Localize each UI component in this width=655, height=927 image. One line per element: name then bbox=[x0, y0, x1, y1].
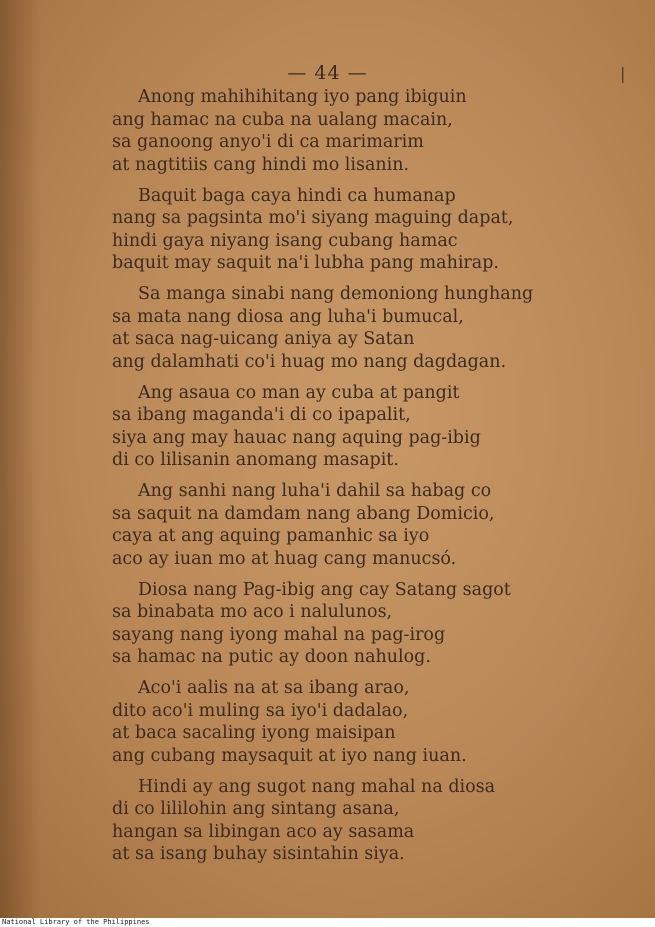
poem-line: ang dalamhati co'i huag mo nang dagdagan. bbox=[112, 351, 507, 372]
poem-line: hindi gaya niyang isang cubang hamac bbox=[112, 230, 458, 251]
poem-line: aco ay iuan mo at huag cang manucsó. bbox=[112, 548, 457, 569]
page-edge-shadow bbox=[0, 0, 40, 918]
stanza bbox=[108, 382, 598, 472]
poem-line: caya at ang aquing pamanhic sa iyo bbox=[112, 526, 430, 546]
poem-line: di co lililohin ang sintang asana, bbox=[112, 799, 400, 819]
stanza bbox=[108, 480, 598, 570]
poem-line: dito aco'i muling sa iyo'i dadalao, bbox=[112, 700, 409, 721]
poem-line: sa ganoong anyo'i di ca marimarim bbox=[112, 132, 424, 152]
poem-line: sa saquit na damdam nang abang Domicio, bbox=[112, 503, 495, 524]
poem-line: di co lilisanin anomang masapit. bbox=[112, 450, 399, 470]
poem-line: sayang nang iyong mahal na pag-irog bbox=[112, 624, 446, 645]
poem-line: at sa isang buhay sisintahin siya. bbox=[112, 844, 405, 864]
stanza bbox=[108, 185, 598, 275]
poem-line: hangan sa libingan aco ay sasama bbox=[112, 821, 415, 842]
poem-line: sa ibang maganda'i di co ipapalit, bbox=[112, 405, 411, 425]
stanza bbox=[108, 283, 598, 373]
poem-line: Ang sanhi nang luha'i dahil sa habag co bbox=[138, 481, 492, 501]
poem-line: sa mata nang diosa ang luha'i bumucal, bbox=[112, 306, 464, 327]
stanza bbox=[108, 677, 598, 767]
poem-line: at nagtitiis cang hindi mo lisanin. bbox=[112, 154, 410, 175]
poem-line: Hindi ay ang sugot nang mahal na diosa bbox=[138, 776, 496, 797]
poem-line: ang hamac na cuba na ualang macain, bbox=[112, 109, 453, 130]
poem-line: nang sa pagsinta mo'i siyang maguing dapat, bbox=[112, 208, 514, 228]
poem-line: at saca nag-uicang aniya ay Satan bbox=[112, 329, 415, 349]
poem-line: Ang asaua co man ay cuba at pangit bbox=[138, 382, 460, 403]
stanza bbox=[108, 776, 598, 866]
poem-line: ang cubang maysaquit at iyo nang iuan. bbox=[112, 745, 467, 766]
poem-body bbox=[108, 86, 598, 874]
stanza bbox=[108, 579, 598, 669]
poem-line: Anong mahihihitang iyo pang ibiguin bbox=[138, 87, 467, 107]
poem-line: baquit may saquit na'i lubha pang mahirap. bbox=[112, 253, 499, 273]
margin-mark: | bbox=[620, 64, 626, 83]
poem-line: Diosa nang Pag-ibig ang cay Satang sagot bbox=[138, 579, 511, 600]
poem-line: Baquit baga caya hindi ca humanap bbox=[138, 185, 456, 206]
poem-line: Aco'i aalis na at sa ibang arao, bbox=[138, 678, 410, 698]
poem-line: Sa manga sinabi nang demoniong hunghang bbox=[138, 284, 534, 304]
poem-line: at baca sacaling iyong maisipan bbox=[112, 723, 396, 743]
poem-line: sa binabata mo aco i nalulunos, bbox=[112, 602, 393, 622]
poem-line: siya ang may hauac nang aquing pag-ibig bbox=[112, 427, 481, 448]
library-credit: National Library of the Philippines bbox=[2, 918, 150, 926]
page-number: — 44 — bbox=[287, 62, 368, 84]
poem-line: sa hamac na putic ay doon nahulog. bbox=[112, 647, 431, 667]
stanza bbox=[108, 86, 598, 176]
